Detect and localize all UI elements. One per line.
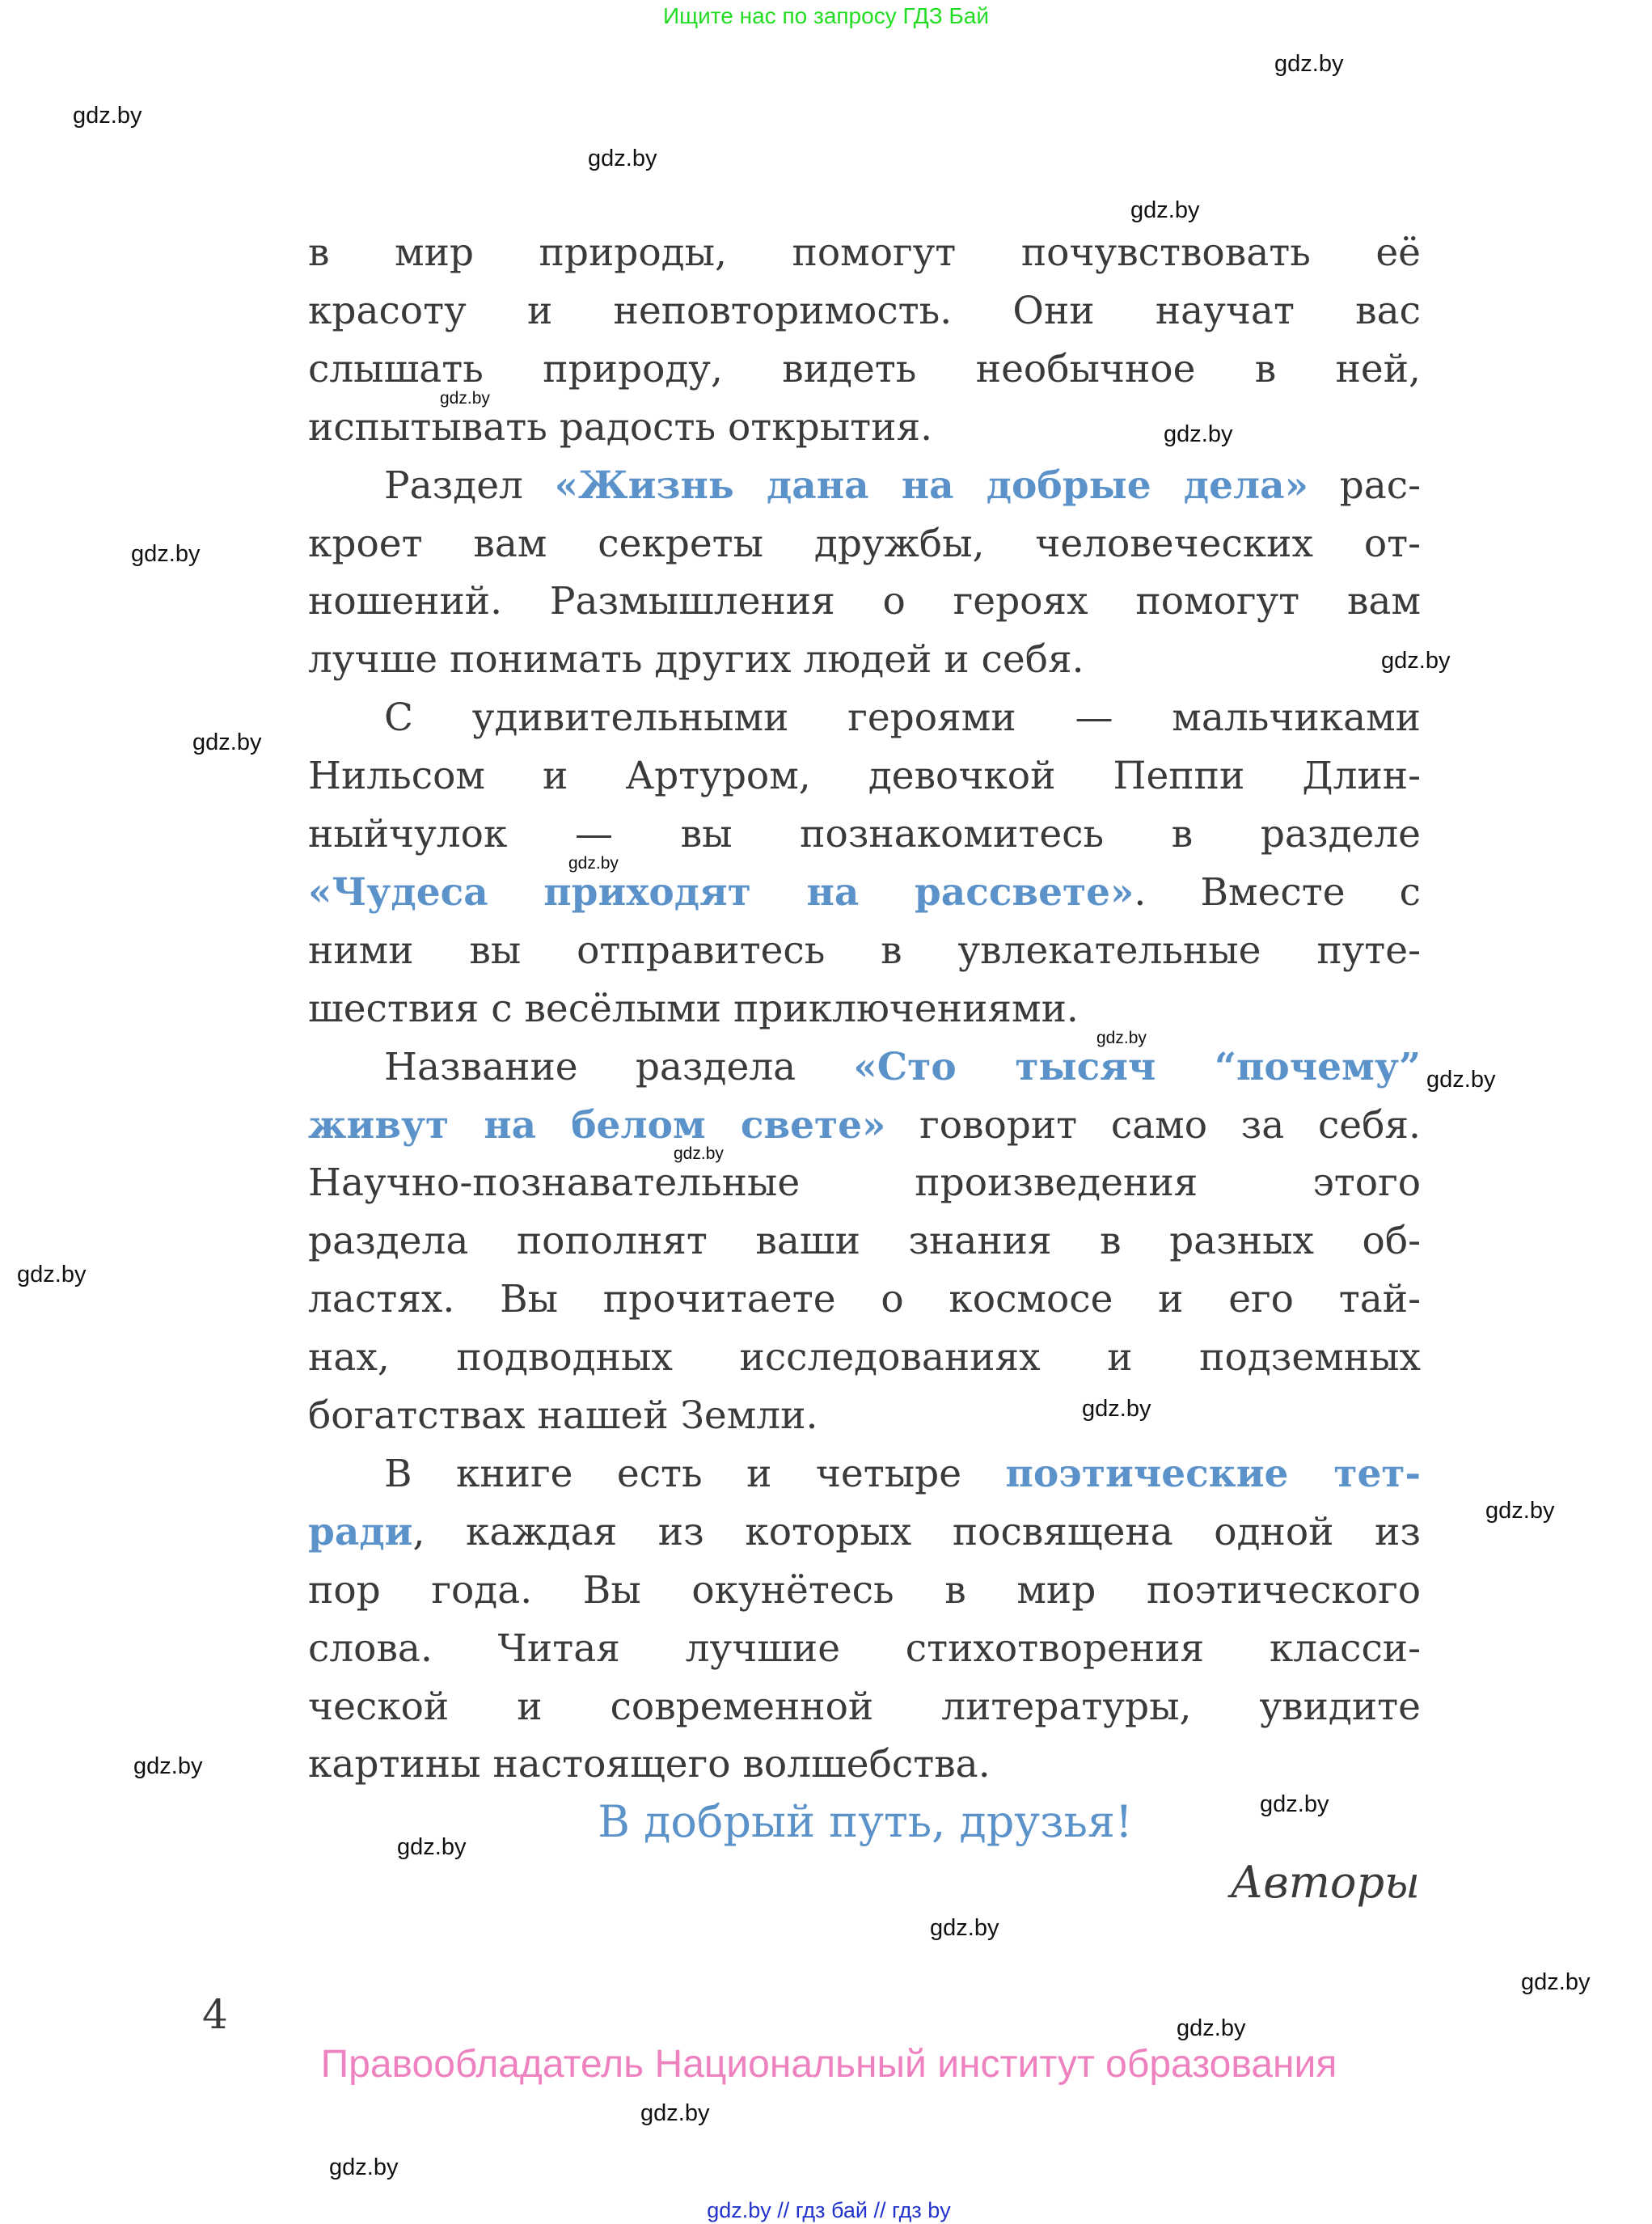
text-segment: говорит само за себя. <box>885 1102 1421 1148</box>
text-segment: пор года. Вы окунётесь в мир поэтического <box>308 1567 1421 1613</box>
watermark: gdz.by <box>588 146 657 171</box>
text-line <box>384 463 1421 508</box>
watermark: gdz.by <box>1521 1969 1591 1995</box>
watermark: gdz.by <box>1164 421 1233 447</box>
text-segment: рас- <box>1308 463 1421 508</box>
greeting: В добрый путь, друзья! <box>598 1796 1133 1847</box>
text-segment: в мир природы, помогут почувствовать её <box>308 230 1421 275</box>
watermark: gdz.by <box>397 1834 467 1860</box>
text-segment: , каждая из которых посвящена одной из <box>412 1509 1421 1554</box>
text-segment: ношений. Размышления о героях помогут вам <box>308 579 1421 624</box>
watermark: gdz.by <box>440 389 490 408</box>
watermark: gdz.by <box>1274 51 1344 77</box>
text-line <box>308 521 1421 566</box>
text-segment: слова. Читая лучшие стихотворения класси- <box>308 1626 1421 1671</box>
watermark: gdz.by <box>640 2100 710 2126</box>
text-line <box>308 1567 1421 1613</box>
text-segment: . Вместе с <box>1134 869 1421 915</box>
watermark: gdz.by <box>1177 2015 1246 2041</box>
text-line <box>308 404 1421 450</box>
text-segment: С удивительными героями — мальчиками <box>384 696 1421 741</box>
text-line <box>308 288 1421 333</box>
text-line <box>308 230 1421 275</box>
text-segment: слышать природу, видеть необычное в ней, <box>308 346 1421 391</box>
text-line <box>308 986 1421 1031</box>
text-line <box>308 812 1421 856</box>
section-title: живут на белом свете» <box>308 1102 886 1148</box>
text-line <box>308 1626 1421 1671</box>
section-title: «Сто тысяч “почему” <box>853 1044 1421 1089</box>
text-segment: лучше понимать других людей и себя. <box>308 637 1084 683</box>
text-segment: Раздел <box>384 463 555 508</box>
text-line <box>384 1044 1421 1089</box>
text-line <box>384 696 1421 741</box>
text-line <box>308 928 1421 973</box>
text-segment: ныйчулок — вы познакомитесь в разделе <box>308 812 1421 856</box>
text-segment: В книге есть и четыре <box>384 1451 1006 1496</box>
text-line <box>308 579 1421 624</box>
text-line <box>308 1509 1421 1554</box>
text-line <box>308 1161 1421 1206</box>
section-title: ради <box>308 1509 413 1554</box>
text-line <box>384 1451 1421 1496</box>
text-line <box>308 1219 1421 1264</box>
watermark: gdz.by <box>1096 1029 1147 1047</box>
watermark: gdz.by <box>568 854 619 873</box>
watermark: gdz.by <box>192 729 262 755</box>
text-line <box>308 1335 1421 1380</box>
text-line <box>308 869 1421 915</box>
text-segment: кроет вам секреты дружбы, человеческих от- <box>308 521 1421 566</box>
text-segment: нах, подводных исследованиях и подземных <box>308 1335 1421 1380</box>
text-line <box>308 1393 1421 1438</box>
section-title: «Чудеса приходят на рассвете» <box>308 869 1134 915</box>
text-segment: испытывать радость открытия. <box>308 404 933 450</box>
text-segment: раздела пополнят ваши знания в разных об- <box>308 1219 1421 1264</box>
text-line <box>308 754 1421 799</box>
text-line <box>308 1102 1421 1148</box>
text-line <box>308 637 1421 683</box>
text-segment: богатствах нашей Земли. <box>308 1393 818 1438</box>
text-segment: красоту и неповторимость. Они научат вас <box>308 288 1421 333</box>
text-segment: Научно-познавательные произведения этого <box>308 1161 1421 1206</box>
text-segment: Название раздела <box>384 1044 854 1089</box>
watermark: gdz.by <box>1381 648 1451 674</box>
watermark: gdz.by <box>329 2154 399 2180</box>
search-hint-banner: Ищите нас по запросу ГДЗ Бай <box>662 3 990 28</box>
text-segment: ластях. Вы прочитаете о космосе и его тай- <box>308 1277 1421 1322</box>
copyright-notice: Правообладатель Национальный институт образования <box>320 2043 1337 2086</box>
watermark: gdz.by <box>1485 1498 1555 1524</box>
text-line <box>308 1277 1421 1322</box>
text-segment: шествия с весёлыми приключениями. <box>308 986 1079 1031</box>
page-number: 4 <box>202 1991 228 2038</box>
watermark: gdz.by <box>17 1262 87 1287</box>
watermark: gdz.by <box>133 1753 203 1779</box>
section-title: поэтические тет- <box>1005 1451 1421 1496</box>
watermark: gdz.by <box>1082 1396 1151 1422</box>
text-segment: картины настоящего волшебства. <box>308 1742 991 1787</box>
watermark: gdz.by <box>1426 1067 1496 1093</box>
section-title: «Жизнь дана на добрые дела» <box>554 463 1308 508</box>
watermark: gdz.by <box>1260 1791 1329 1817</box>
watermark: gdz.by <box>930 1915 999 1941</box>
text-line <box>308 1742 1421 1787</box>
watermark: gdz.by <box>131 541 201 567</box>
text-line <box>308 346 1421 391</box>
text-segment: ческой и современной литературы, увидите <box>308 1684 1421 1729</box>
authors-signature: Авторы <box>1230 1857 1420 1908</box>
text-line <box>308 1684 1421 1729</box>
watermark: gdz.by <box>1130 197 1200 223</box>
watermark: gdz.by <box>674 1144 724 1163</box>
footer-links[interactable]: gdz.by // гдз бай // гдз by <box>707 2198 951 2222</box>
text-segment: Нильсом и Артуром, девочкой Пеппи Длин- <box>308 754 1421 799</box>
text-segment: ними вы отправитесь в увлекательные путе- <box>308 928 1421 973</box>
watermark: gdz.by <box>73 103 142 129</box>
